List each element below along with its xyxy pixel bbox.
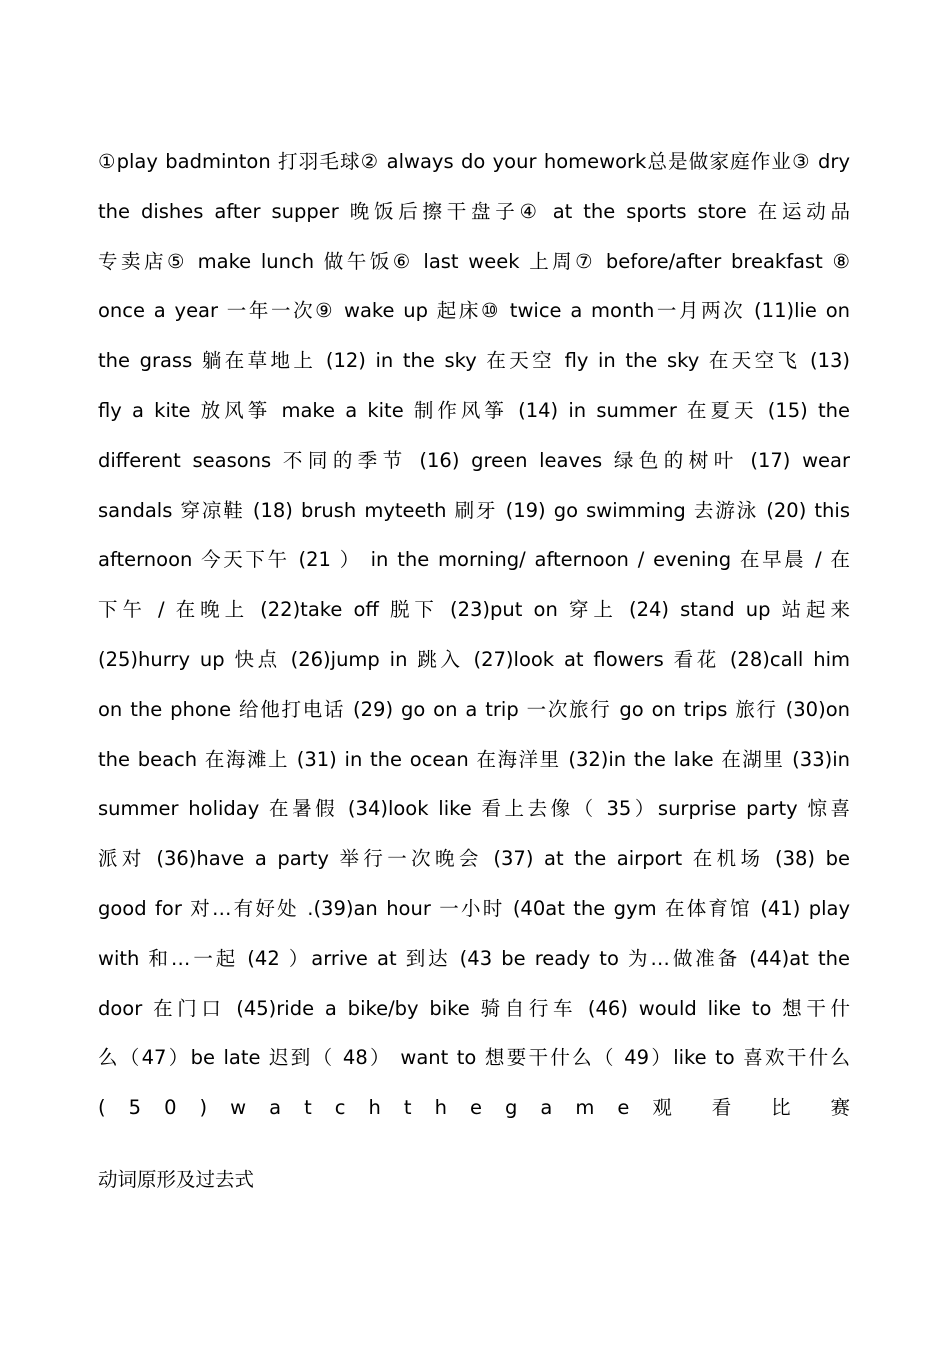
text-line: 下午 / 在晚上 (22)take off 脱下 (23)put on 穿上 (24) stand up 站起来 xyxy=(98,598,850,622)
text-line: on the phone 给他打电话 (29) go on a trip 一次旅行 go on trips 旅行 (30)on xyxy=(98,697,850,721)
text-line: ①play badminton 打羽毛球② always do your homework总是做家庭作业③ dry xyxy=(98,150,850,173)
text-line: summer holiday 在暑假 (34)look like 看上去像（ 35）surprise party 惊喜 xyxy=(98,797,850,821)
text-line: the beach 在海滩上 (31) in the ocean 在海洋里 (32)in the lake 在湖里 (33)in xyxy=(98,747,850,771)
text-line: fly a kite 放风筝 make a kite 制作风筝 (14) in summer 在夏天 (15) the xyxy=(98,398,850,422)
text-line: afternoon 今天下午 (21 ） in the morning/ afternoon / evening 在早晨 / 在 xyxy=(98,548,850,572)
text-line: the dishes after supper 晚饭后擦干盘子④ at the sports store 在运动品 xyxy=(98,199,850,223)
text-line: 么（47）be late 迟到（ 48） want to 想要干什么（ 49）like to 喜欢干什么 xyxy=(98,1046,850,1070)
text-line: (25)hurry up 快点 (26)jump in 跳入 (27)look at flowers 看花 (28)call him xyxy=(98,647,850,671)
text-line: good for 对…有好处 .(39)an hour 一小时 (40at the gym 在体育馆 (41) play xyxy=(98,896,850,920)
text-line: door 在门口 (45)ride a bike/by bike 骑自行车 (46) would like to 想干什 xyxy=(98,996,850,1020)
text-line: the grass 躺在草地上 (12) in the sky 在天空 fly in the sky 在天空飞 (13) xyxy=(98,349,850,373)
text-line: 专卖店⑤ make lunch 做午饭⑥ last week 上周⑦ before/after breakfast ⑧ xyxy=(98,249,850,273)
text-line: once a year 一年一次⑨ wake up 起床⑩ twice a month一月两次 (11)lie on xyxy=(98,299,850,323)
text-line: 派对 (36)have a party 举行一次晚会 (37) at the airport 在机场 (38) be xyxy=(98,847,850,871)
text-line: sandals 穿凉鞋 (18) brush myteeth 刷牙 (19) go swimming 去游泳 (20) this xyxy=(98,498,850,522)
text-line: with 和…一起 (42 ）arrive at 到达 (43 be ready to 为…做准备 (44)at the xyxy=(98,946,850,970)
section-heading: 动词原形及过去式 xyxy=(98,1168,255,1191)
phrase-list xyxy=(98,137,850,1133)
text-line: ( 5 0 ) w a t c h t h e g a m e 观 看 比 赛 xyxy=(98,1096,850,1120)
text-line: different seasons 不同的季节 (16) green leaves 绿色的树叶 (17) wear xyxy=(98,448,850,472)
